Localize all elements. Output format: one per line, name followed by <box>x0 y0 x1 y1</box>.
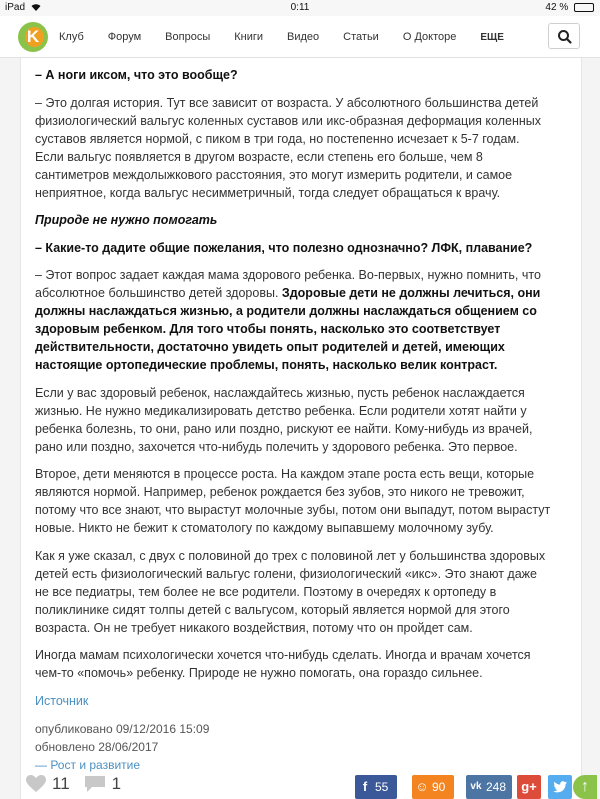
comment-icon[interactable] <box>84 775 106 793</box>
twitter-icon <box>553 781 567 793</box>
reactions <box>26 772 135 796</box>
site-logo[interactable] <box>18 22 48 52</box>
top-navbar <box>0 16 600 58</box>
answer-valgus: – Это долгая история. Тут все зависит от возраста. У абсолютного большинства детей физиологический вальгус коленных суставов или икс-образная деформация коленных суставов является нормой, с пиком в три года, но постепенно исчезает к 5-7 годам. Если вальгус появляется в другом возрасте, если степень его больше, чем 8 сантиметров междолыжкового расстояния, это могут измерить родители, и самое неприятное, когда вальгус несимметричный, тогда следует обращаться к врачу. <box>35 95 541 200</box>
question-x-legs: – А ноги иксом, что это вообще? <box>35 68 238 82</box>
nav-menu <box>59 16 528 58</box>
search-button[interactable] <box>548 23 580 49</box>
source-link[interactable]: Источник <box>35 693 89 708</box>
paragraph-physiological-valgus: Как я уже сказал, с двух с половиной до трех с половиной лет у большинства здоровых детей есть физиологический вальгус голени, физиологический «икс». Это знают даже не все педиатры, тем более не все родители. Поэтому в очередях к ортопеду в поликлинике сидят толпы детей с вальгусом, который является нормой для этого возраста. Он не требует никакого воздействия, потому что он пройдет сам. <box>35 548 546 635</box>
paragraph-enjoy-life: Если у вас здоровый ребенок, наслаждайтесь жизнью, пусть ребенок наслаждается жизнью. Не нужно медикализировать детство ребенка. Если родители хотят найти у ребенка болезнь, то они, рано или поздно, рискуют ее найти. Кому-нибудь из врачей, рано или поздно, захочется что-нибудь полечить у здорового ребенка. Это первое. <box>35 385 533 454</box>
heart-icon[interactable] <box>26 775 46 793</box>
category-tag-link[interactable]: — Рост и развитие <box>35 757 141 772</box>
nav-item-video[interactable]: Видео <box>287 31 320 43</box>
answer-bold-text: Здоровые дети не должны лечиться, они должны наслаждаться жизнью, а родители должны наслаждаться общением со здоровым ребенком. Для того чтобы понять, насколько это соответствует действительности, достаточно увидеть опыт родителей и детей, имеющих настоящие ортопедические проблемы, понять, насколько велик контраст. <box>35 286 541 372</box>
odnoklassniki-icon: ☺ <box>415 779 429 794</box>
article-body <box>35 66 551 783</box>
search-icon <box>549 24 581 50</box>
battery-percent: 42 % <box>545 2 569 13</box>
status-bar <box>0 0 600 16</box>
scroll-to-top-button[interactable] <box>573 775 597 799</box>
google-plus-share-button[interactable] <box>517 775 541 799</box>
odnoklassniki-count: 90 <box>432 780 446 794</box>
google-plus-icon: g+ <box>521 779 537 794</box>
vkontakte-share-button[interactable] <box>466 775 512 799</box>
nav-item-forum[interactable]: Форум <box>107 31 142 43</box>
likes-count: 11 <box>52 774 70 793</box>
status-time: 0:11 <box>290 2 310 13</box>
nav-item-club[interactable]: Клуб <box>59 31 84 43</box>
facebook-icon: f <box>362 779 368 794</box>
nav-item-articles[interactable]: Статьи <box>343 31 379 43</box>
facebook-count: 55 <box>375 780 389 794</box>
updated-date: обновлено 28/06/2017 <box>35 739 159 754</box>
bottom-bar <box>0 769 600 799</box>
paragraph-growth: Второе, дети меняются в процессе роста. На каждом этапе роста есть вещи, которые являются нормой. Например, ребенок рождается без зубов, это никого не тревожит, потому что все знают, что вырастут молочные зубы, потом они выпадут, потом вырастут новые. Никто не бежит к стоматологу по каждому выпавшему молочному зубу. <box>35 467 551 535</box>
published-date: опубликовано 09/12/2016 15:09 <box>35 721 210 736</box>
battery-icon <box>574 3 594 12</box>
nav-item-more[interactable]: ЕЩЕ <box>480 31 504 43</box>
nav-item-about-doctor[interactable]: О Докторе <box>402 31 457 43</box>
logo-letter: K <box>26 27 40 46</box>
vkontakte-icon: vk <box>470 781 482 792</box>
status-battery <box>545 0 594 16</box>
paragraph-nature: Иногда мамам психологически хочется что-нибудь сделать. Иногда и врачам хочется чем-то «помочь» ребенку. Природе не нужно помогать, она гораздо сильнее. <box>35 648 531 680</box>
device-label: iPad <box>5 2 26 13</box>
section-subheading: Природе не нужно помогать <box>35 213 218 227</box>
question-general-advice: – Какие-то дадите общие пожелания, что полезно однозначно? ЛФК, плавание? <box>35 240 533 255</box>
arrow-up-icon: ↑ <box>581 778 589 795</box>
nav-item-questions[interactable]: Вопросы <box>165 31 211 43</box>
twitter-share-button[interactable] <box>548 775 572 799</box>
facebook-share-button[interactable] <box>355 775 397 799</box>
answer-healthy-children <box>35 266 551 374</box>
answer-plain-text: – Этот вопрос задает каждая мама здорового ребенка. Во-первых, нужно помнить, что абсолютное большинство детей здоровы. <box>35 268 541 300</box>
nav-item-books[interactable]: Книги <box>234 31 264 43</box>
odnoklassniki-share-button[interactable] <box>412 775 454 799</box>
comments-count: 1 <box>111 774 122 793</box>
vkontakte-count: 248 <box>485 780 506 794</box>
article-page <box>20 58 582 799</box>
